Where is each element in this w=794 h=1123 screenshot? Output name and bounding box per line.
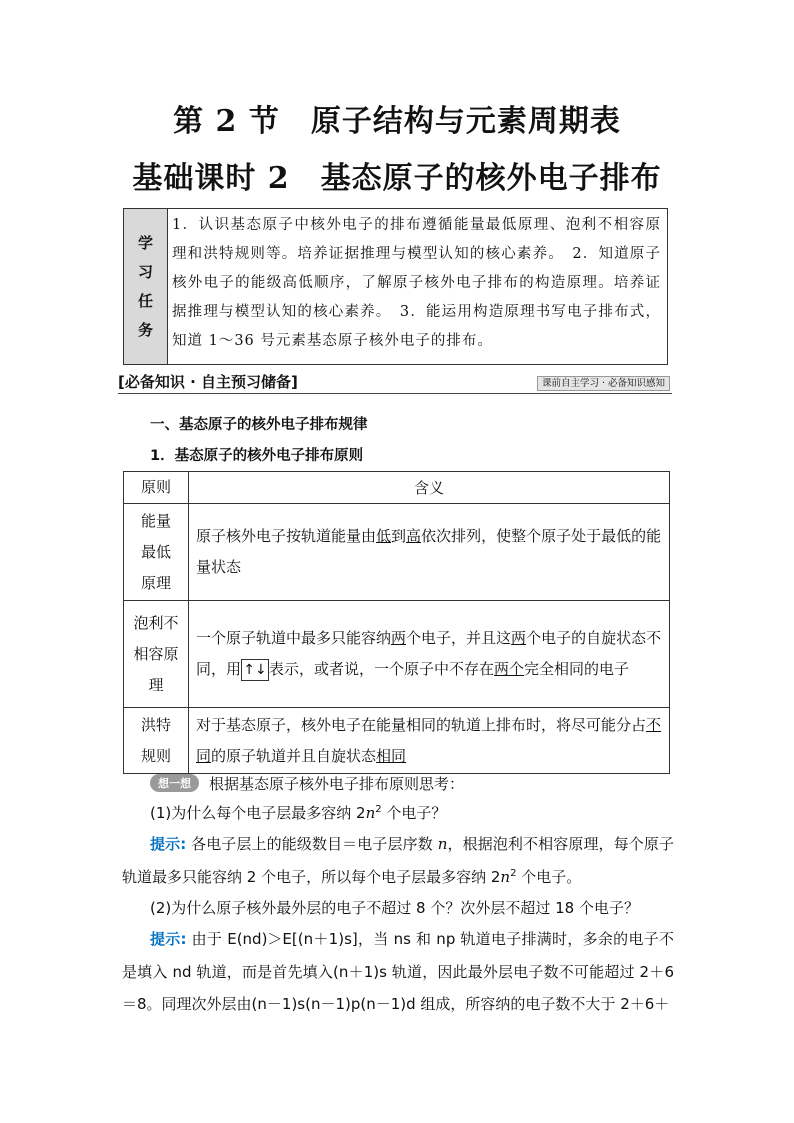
text: 个电子的自旋状态不同，用 bbox=[196, 629, 662, 678]
principle-name bbox=[124, 504, 189, 601]
principle-definition bbox=[189, 708, 670, 774]
text: 对于基态原子，核外电子在能量相同的轨道上排布时，将尽可能分占 bbox=[196, 715, 647, 734]
think-text: 根据基态原子核外电子排布原则思考： bbox=[209, 775, 465, 793]
label-char: 务 bbox=[137, 320, 153, 339]
text: 个电子，并且这 bbox=[406, 629, 512, 647]
label-char: 习 bbox=[137, 262, 153, 281]
text: 个电子。 bbox=[516, 867, 582, 886]
underlined-answer: 两个 bbox=[494, 660, 525, 678]
principle-name-text: 洪特规则 bbox=[140, 715, 171, 765]
underlined-answer: 两 bbox=[391, 629, 407, 647]
principle-name bbox=[124, 601, 189, 708]
label-char: 任 bbox=[137, 291, 153, 310]
text: (1)为什么每个电子层最多容纳 2 bbox=[150, 804, 366, 822]
hint-label: 提示: bbox=[150, 835, 187, 853]
table-header-row bbox=[124, 472, 670, 504]
text: 一个原子轨道中最多只能容纳 bbox=[196, 629, 392, 647]
hint-label: 提示: bbox=[150, 930, 187, 948]
table-row bbox=[124, 601, 670, 708]
principle-definition bbox=[189, 504, 670, 601]
text: 完全相同的电子 bbox=[524, 660, 630, 678]
underlined-answer: 高 bbox=[406, 527, 422, 545]
text: 原子核外电子按轨道能量由 bbox=[196, 527, 377, 545]
math-var: n bbox=[365, 804, 376, 822]
superscript: 2 bbox=[510, 867, 517, 879]
page-title: 第 2 节 原子结构与元素周期表 bbox=[173, 104, 621, 139]
section-header bbox=[118, 371, 672, 394]
learning-tasks-text: 1．认识基态原子中核外电子的排布遵循能量最低原理、泡利不相容原理和洪特规则等。培养证据推理与模型认知的核心素养。 2．知道原子核外电子的能级高低顺序，了解原子核外电子排布的构造原理。培养证据推理与模型认知的核心素养。 3．能运用构造原理书写电子排布式，知道 1～36 号元素基态原子核外电子的排布。 bbox=[172, 217, 661, 349]
table-header: 原则 bbox=[124, 472, 189, 504]
label-char: 学 bbox=[137, 233, 153, 252]
think-prompt bbox=[150, 773, 464, 794]
text: 各电子层上的能级数目＝电子层序数 bbox=[186, 835, 438, 853]
heading-level2: 1．基态原子的核外电子排布原则 bbox=[150, 448, 364, 464]
text: 依次排列，使整个原子处于最低的能量状态 bbox=[196, 527, 662, 576]
section-title: [必备知识 · 自主预习储备] bbox=[118, 373, 298, 391]
underlined-answer: 相同 bbox=[376, 746, 407, 765]
page-subtitle: 基础课时 2 基态原子的核外电子排布 bbox=[132, 161, 662, 196]
principles-table bbox=[123, 471, 670, 774]
learning-tasks-label bbox=[124, 209, 168, 364]
math-var: n bbox=[500, 867, 511, 886]
text: 表示，或者说，一个原子中不存在 bbox=[269, 660, 495, 678]
learning-tasks-box bbox=[123, 208, 668, 365]
answer-2 bbox=[122, 923, 674, 1021]
text: 个电子？ bbox=[381, 804, 447, 822]
question-2: (2)为什么原子核外最外层的电子不超过 8 个？次外层不超过 18 个电子？ bbox=[150, 899, 639, 917]
text: ，根据泡利不相容原理，每个原子轨道最多只能容纳 2 个电子，所以每个电子层最多容纳 2 bbox=[122, 835, 674, 886]
text: 由于 E(nd)＞E[(n＋1)s]，当 ns 和 np 轨道电子排满时，多余的电子不是填入 nd 轨道，而是首先填入(n＋1)s 轨道，因此最外层电子数不可能超过 2＋6＝8。同理次外层由(n－1)s(n－1)p(n－1)d 组成，所容纳的电子数不大于 2＋6＋ bbox=[122, 930, 675, 1013]
answer-1 bbox=[122, 828, 674, 893]
spin-pair-icon: ↑↓ bbox=[241, 659, 269, 681]
superscript: 2 bbox=[375, 804, 382, 815]
underlined-answer: 两 bbox=[511, 629, 527, 647]
table-row bbox=[124, 504, 670, 601]
principle-name-text: 能量最低原理 bbox=[140, 511, 171, 592]
text: 到 bbox=[391, 527, 407, 545]
principle-name bbox=[124, 708, 189, 774]
section-tag: 课前自主学习 · 必备知识感知 bbox=[537, 376, 670, 391]
math-var: n bbox=[437, 835, 448, 853]
underlined-answer: 不同 bbox=[196, 715, 662, 765]
question-1 bbox=[150, 802, 446, 823]
think-badge: 想一想 bbox=[150, 774, 199, 792]
principle-definition bbox=[189, 601, 670, 708]
heading-level1: 一、基态原子的核外电子排布规律 bbox=[150, 417, 368, 433]
table-header: 含义 bbox=[189, 472, 670, 504]
principle-name-text: 泡利不相容原理 bbox=[133, 613, 179, 694]
underlined-answer: 低 bbox=[376, 527, 392, 545]
table-row bbox=[124, 708, 670, 774]
text: 的原子轨道并且自旋状态 bbox=[211, 746, 377, 765]
